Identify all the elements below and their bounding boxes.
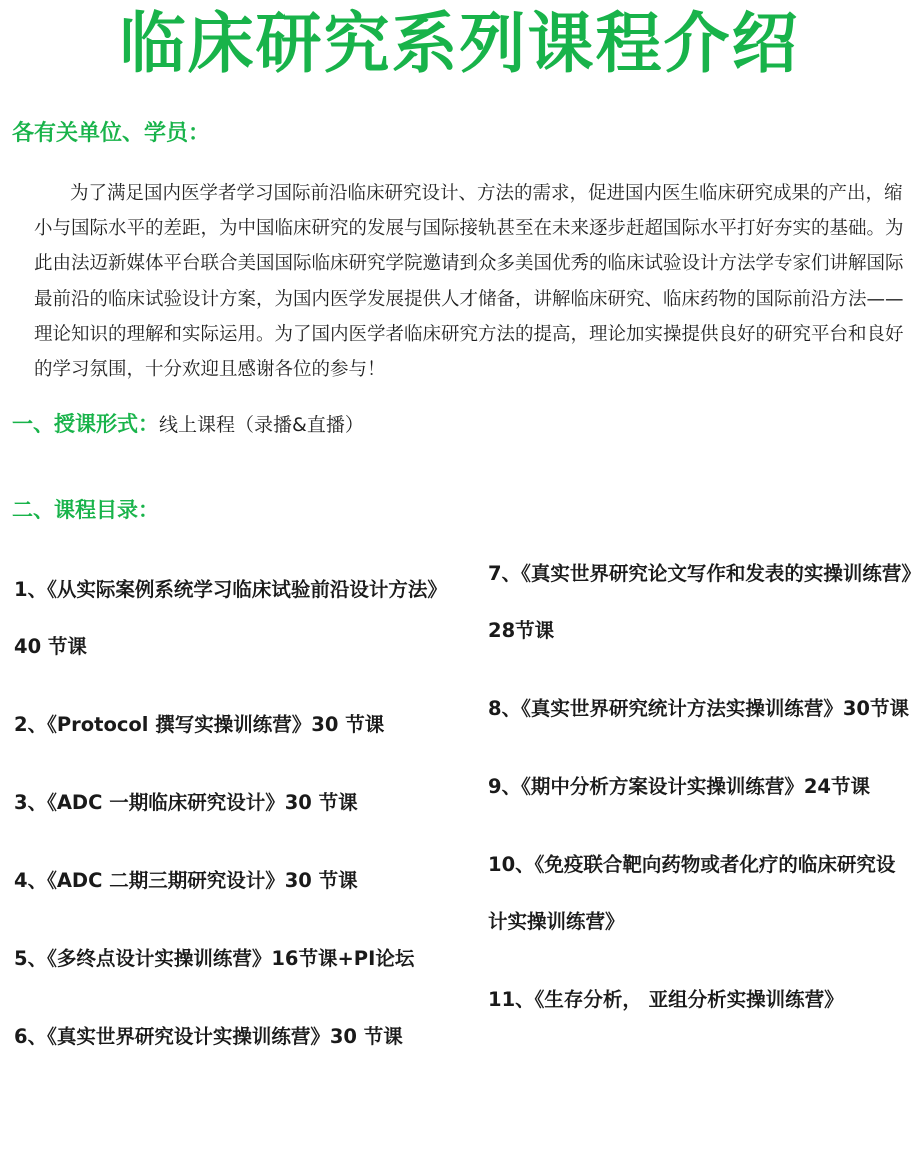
- course-catalog-heading: 二、课程目录：: [12, 498, 159, 522]
- course-item-3: 3、《ADC 一期临床研究设计》30 节课: [14, 791, 358, 814]
- course-list-left: [14, 561, 454, 1086]
- course-item-7: 7、《真实世界研究论文写作和发表的实操训练营》28节课: [488, 562, 912, 642]
- teaching-format-heading: 一、授课形式：: [12, 412, 159, 436]
- course-catalog-section: [12, 494, 159, 526]
- course-item-9: 9、《期中分析方案设计实操训练营》24节课: [488, 775, 870, 798]
- course-item-5: 5、《多终点设计实操训练营》16节课+PI论坛: [14, 947, 415, 970]
- teaching-format-section: [12, 408, 364, 441]
- course-item-8: 8、《真实世界研究统计方法实操训练营》30节课: [488, 697, 909, 720]
- intro-paragraph: 为了满足国内医学者学习国际前沿临床研究设计、方法的需求，促进国内医生临床研究成果的产出，缩小与国际水平的差距，为中国临床研究的发展与国际接轨甚至在未来逐步赶超国际水平打好夯实的基础。为此由法迈新媒体平台联合美国国际临床研究学院邀请到众多美国优秀的临床试验设计方法学专家们讲解国际最前沿的临床试验设计方案，为国内医学发展提供人才储备，讲解临床研究、临床药物的国际前沿方法——理论知识的理解和实际运用。为了国内医学者临床研究方法的提高，理论加实操提供良好的研究平台和良好的学习氛围，十分欢迎且感谢各位的参与！: [34, 183, 904, 381]
- course-item-1: 1、《从实际案例系统学习临床试验前沿设计方法》40 节课: [14, 578, 447, 658]
- teaching-format-value: 线上课程（录播&直播）: [159, 414, 364, 436]
- course-item-10: 10、《免疫联合靶向药物或者化疗的临床研究设计实操训练营》: [488, 853, 896, 933]
- course-item-4: 4、《ADC 二期三期研究设计》30 节课: [14, 869, 358, 892]
- course-item-6: 6、《真实世界研究设计实操训练营》30 节课: [14, 1025, 403, 1048]
- course-item-11: 11、《生存分析， 亚组分析实操训练营》: [488, 988, 844, 1011]
- greeting-heading: 各有关单位、学员：: [12, 121, 211, 146]
- course-list-right: [488, 545, 913, 1049]
- course-item-2: 2、《Protocol 撰写实操训练营》30 节课: [14, 713, 385, 736]
- page-title: 临床研究系列课程介绍: [119, 5, 800, 82]
